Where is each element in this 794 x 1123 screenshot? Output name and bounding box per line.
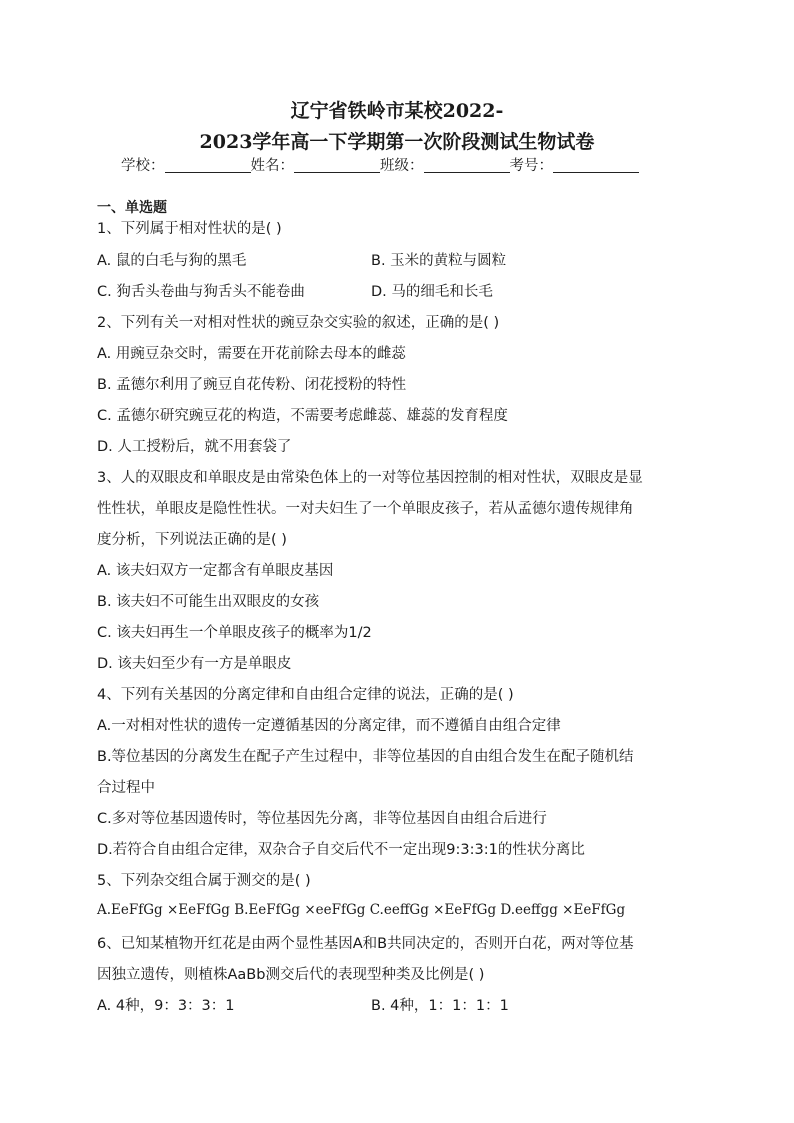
question-4-option-b-continued: 合过程中 [97,780,155,796]
school-blank[interactable] [165,157,251,173]
question-3-stem-line-2: 性性状，单眼皮是隐性性状。一对夫妇生了一个单眼皮孩子，若从孟德尔遗传规律角 [97,501,634,517]
question-4-stem: 4、下列有关基因的分离定律和自由组合定律的说法，正确的是( ) [97,687,514,703]
question-4-option-a: A.一对相对性状的遗传一定遵循基因的分离定律，而不遵循自由组合定律 [97,718,561,734]
question-2-stem: 2、下列有关一对相对性状的豌豆杂交实验的叙述，正确的是( ) [97,315,500,331]
question-4-option-c: C.多对等位基因遗传时，等位基因先分离，非等位基因自由组合后进行 [97,811,547,827]
question-1-option-b: B. 玉米的黄粒与圆粒 [371,253,507,269]
question-2-option-d: D. 人工授粉后，就不用套袋了 [97,439,292,455]
question-1-option-c: C. 狗舌头卷曲与狗舌头不能卷曲 [97,284,305,300]
class-blank[interactable] [424,157,510,173]
question-5-options: A.EeFfGg ×EeFfGg B.EeFfGg ×eeFfGg C.eeffGg ×EeFfGg D.eeffgg ×EeFfGg [97,902,626,918]
exam-title-line-1: 辽宁省铁岭市某校2022- [290,100,504,122]
name-blank[interactable] [294,157,380,173]
question-2-option-b: B. 孟德尔利用了豌豆自花传粉、闭花授粉的特性 [97,377,407,393]
question-3-option-b: B. 该夫妇不可能生出双眼皮的女孩 [97,594,320,610]
question-2-option-c: C. 孟德尔研究豌豆花的构造，不需要考虑雌蕊、雄蕊的发育程度 [97,408,508,424]
question-3-stem-line-3: 度分析，下列说法正确的是( ) [97,532,287,548]
question-6-option-b: B. 4种，1：1：1：1 [371,998,509,1014]
name-label: 姓名： [250,158,294,174]
question-6-stem-line-1: 6、已知某植物开红花是由两个显性基因A和B共同决定的，否则开白花，两对等位基 [97,936,634,952]
question-1-stem: 1、下列属于相对性状的是( ) [97,221,282,237]
number-blank[interactable] [553,157,639,173]
section-title: 一、单选题 [97,200,167,216]
question-6-option-a: A. 4种，9：3：3：1 [97,998,235,1014]
student-info-row [121,154,639,175]
question-3-stem-line-1: 3、人的双眼皮和单眼皮是由常染色体上的一对等位基因控制的相对性状，双眼皮是显 [97,470,643,486]
question-2-option-a: A. 用豌豆杂交时，需要在开花前除去母本的雌蕊 [97,346,406,362]
question-1-option-a: A. 鼠的白毛与狗的黑毛 [97,253,247,269]
number-label: 考号： [509,158,553,174]
question-4-option-b: B.等位基因的分离发生在配子产生过程中，非等位基因的自由组合发生在配子随机结 [97,749,634,765]
question-3-option-a: A. 该夫妇双方一定都含有单眼皮基因 [97,563,334,579]
question-1-option-d: D. 马的细毛和长毛 [371,284,493,300]
question-4-option-d: D.若符合自由组合定律，双杂合子自交后代不一定出现9:3:3:1的性状分离比 [97,842,585,858]
question-3-option-d: D. 该夫妇至少有一方是单眼皮 [97,656,292,672]
question-5-stem: 5、下列杂交组合属于测交的是( ) [97,873,311,889]
school-label: 学校： [121,158,165,174]
class-label: 班级： [380,158,424,174]
question-3-option-c: C. 该夫妇再生一个单眼皮孩子的概率为1/2 [97,625,372,641]
exam-title-line-2: 2023学年高一下学期第一次阶段测试生物试卷 [199,131,595,153]
question-6-stem-line-2: 因独立遗传，则植株AaBb测交后代的表现型种类及比例是( ) [97,967,485,983]
